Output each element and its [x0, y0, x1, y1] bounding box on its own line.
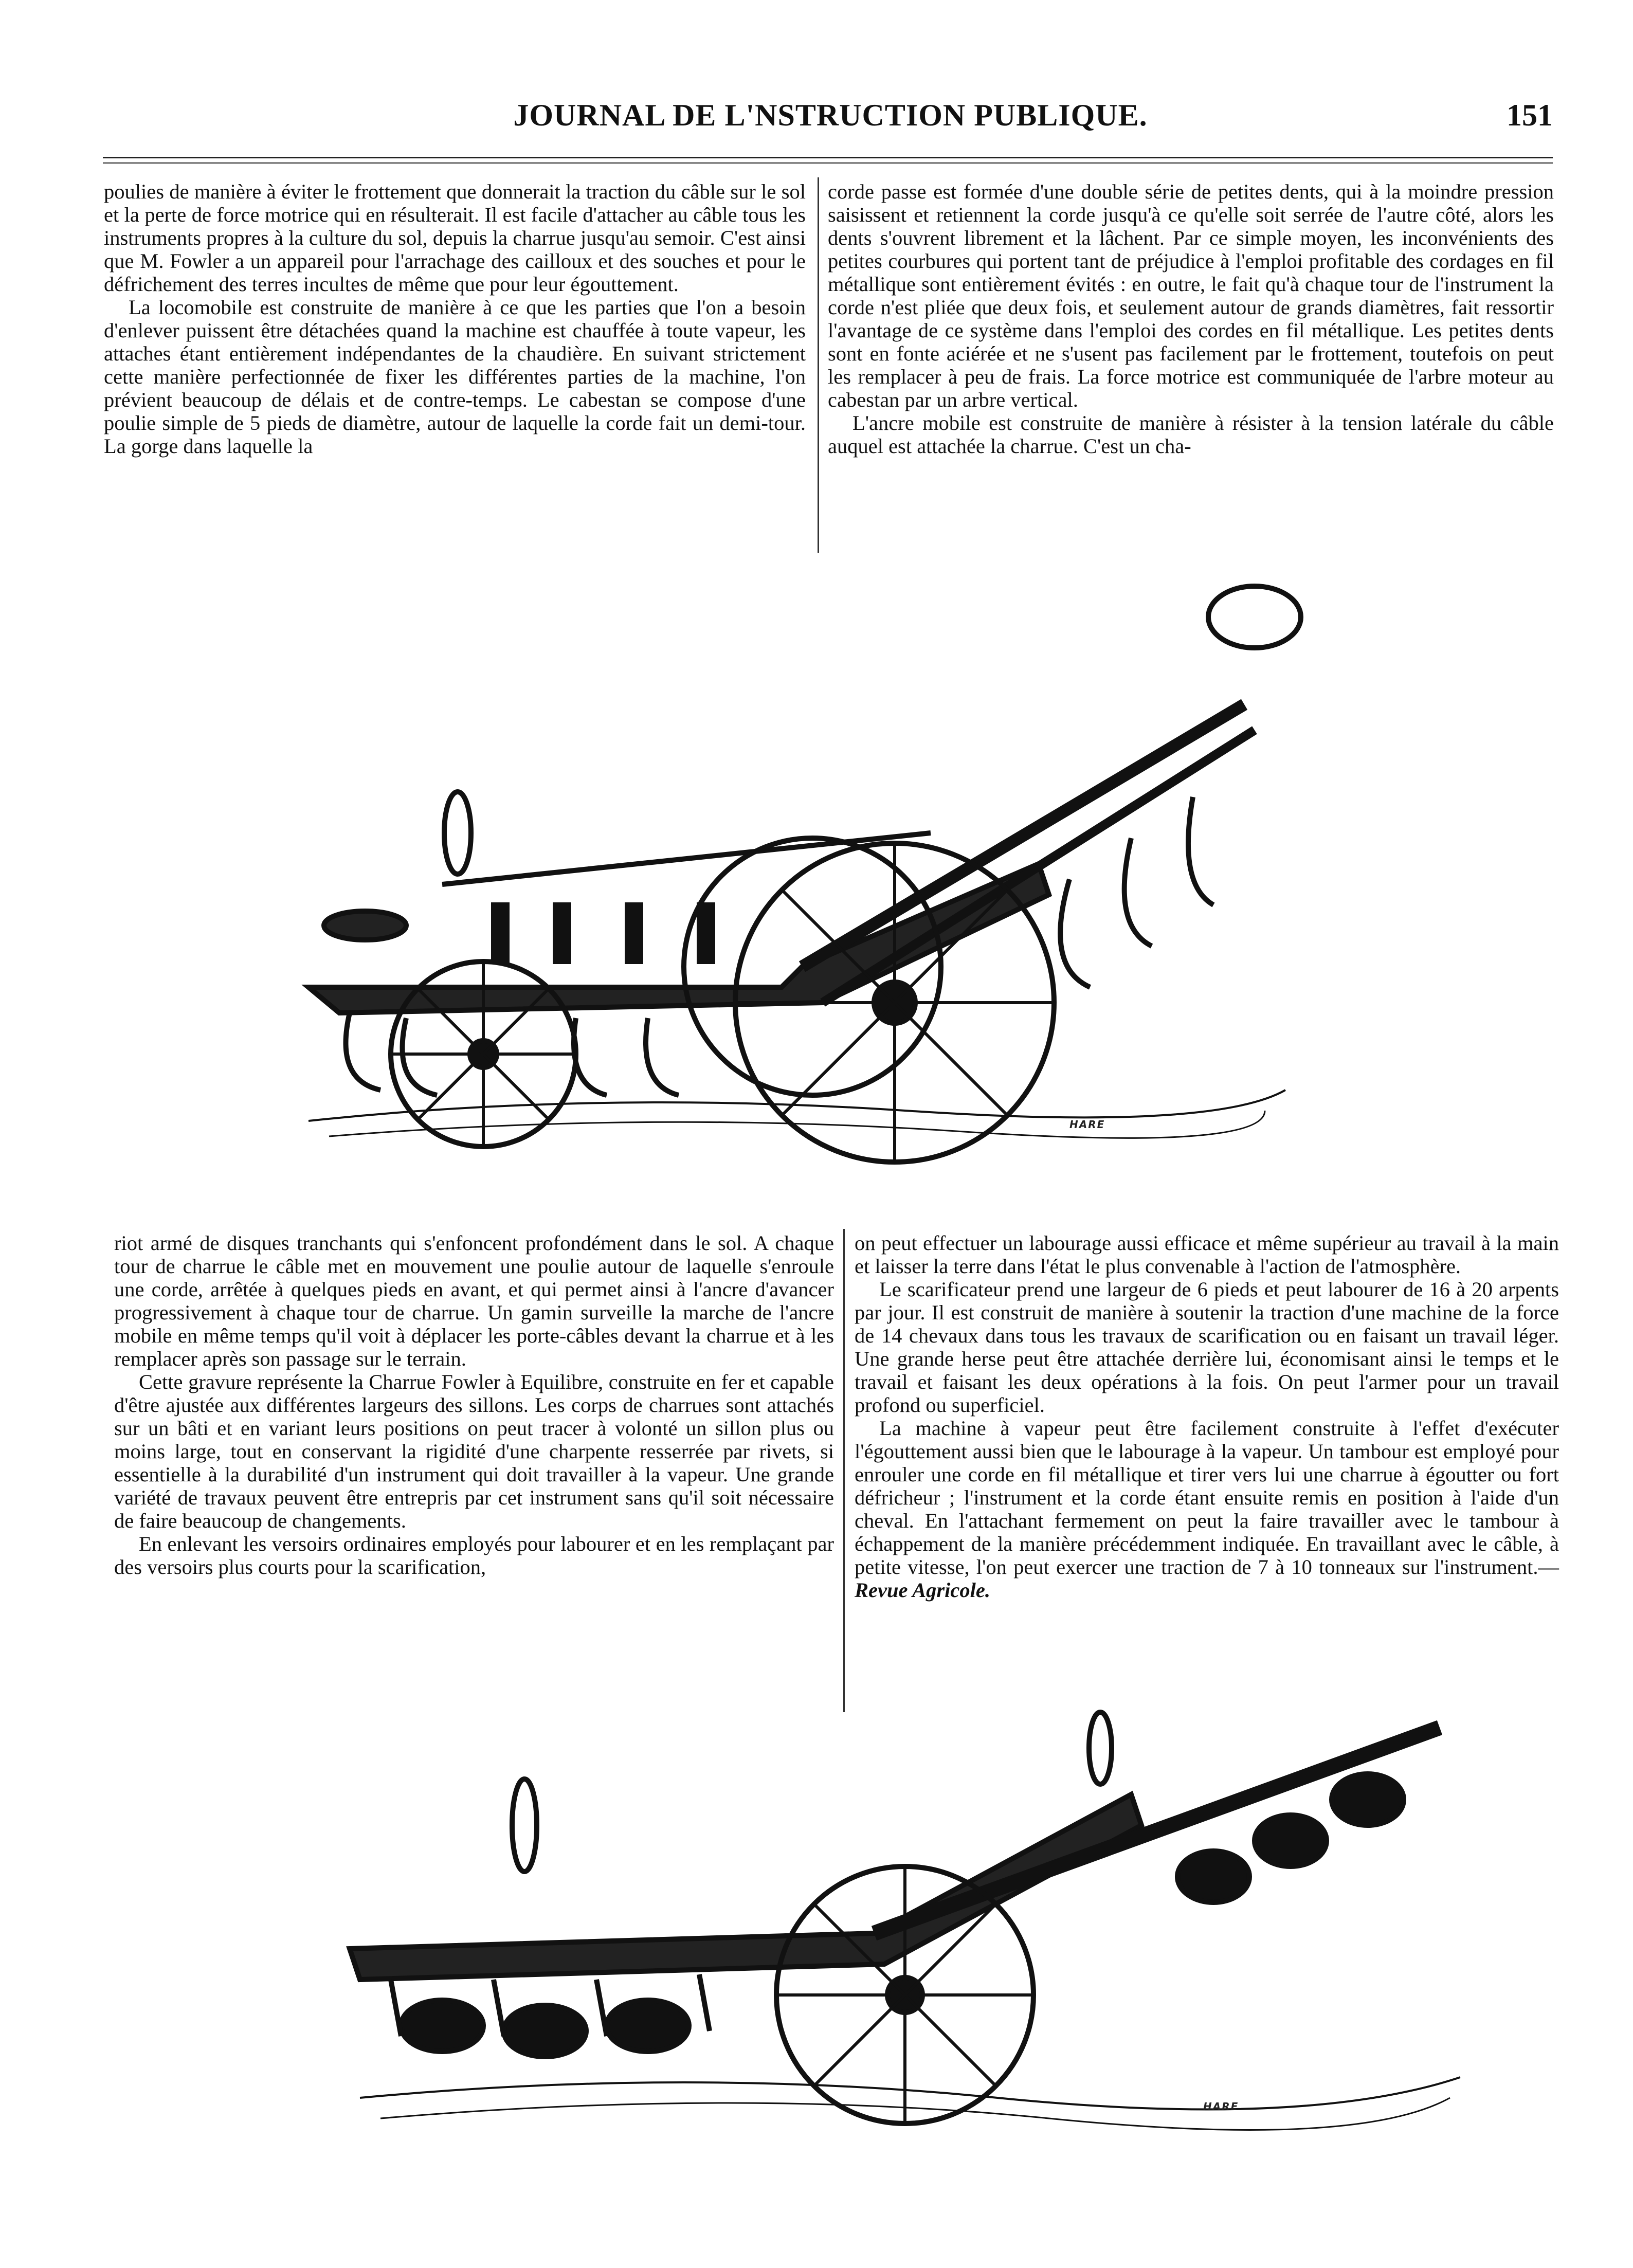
- paragraph: riot armé de disques tranchants qui s'enfoncent profondément dans le sol. A chaque tour de charrue le câble met en mouvement une poulie autour de laquelle s'enroule une corde, arrêtée à quelques pieds en avant, et qui permet ainsi à l'ancre d'avancer progressivement à chaque tour de charrue. Un gamin surveille la marche de l'ancre mobile en même temps qu'il voit à déplacer les porte-câbles devant la charrue et à les remplacer après son passage sur le terrain.: [114, 1231, 834, 1370]
- paragraph: corde passe est formée d'une double série de petites dents, qui à la moindre pression saisissent et retiennent la corde jusqu'à ce qu'elle soit serrée de l'autre côté, alors les dents s'ouvrent librement et la lâchent. Par ce simple moyen, les inconvénients des petites courbures qui portent tant de préjudice à l'emploi profitable des cordages en fil métallique sont entièrement évités : en outre, le fait qu'à chaque tour de l'instrument la corde n'est pliée que deux fois, et seulement autour de grands diamètres, fait ressortir l'avantage de ce système dans l'emploi des cordes en fil métallique. Les petites dents sont en fonte aciérée et ne s'usent pas facilement par le frottement, toutefois on peut les remplacer à peu de frais. La force motrice est communiquée de l'arbre moteur au cabestan par un arbre vertical.: [828, 180, 1554, 411]
- engraver-signature: HARE: [1069, 1118, 1105, 1131]
- journal-title: JOURNAL DE L'NSTRUCTION PUBLIQUE.: [513, 98, 1148, 132]
- paragraph-text: La machine à vapeur peut être facilement construite à l'effet d'exécuter l'égouttement aussi bien que le labourage à la vapeur. Un tambour est employé pour enrouler une corde en fil métallique et tirer vers lui une charrue à égoutter ou fort défricheur ; l'instrument et la corde étant ensuite remis en position à l'aide d'un cheval. En l'attachant fermement on peut la faire travailler avec le tambour à échappement de la manière précédemment indiquée. En travaillant avec le câble, à petite vitesse, l'on peut exercer une traction de 7 à 10 tonneaux sur l'instrument.—: [855, 1417, 1559, 1578]
- paragraph: Cette gravure représente la Charrue Fowler à Equilibre, construite en fer et capable d'être ajustée aux différentes largeurs des sillons. Les corps de charrues sont attachés sur un bâti et en variant leurs positions on peut tracer à volonté un sillon plus ou moins large, tout en conservant la rigidité d'une charpente resserrée par rivets, si essentielle à la durabilité d'un instrument qui doit travailler à la vapeur. Une grande variété de travaux peuvent être entrepris par cet instrument sans qu'il soit nécessaire de faire beaucoup de changements.: [114, 1370, 834, 1532]
- column-bottom-right: [855, 1231, 1559, 1602]
- engraver-signature: HARE: [1203, 2100, 1239, 2113]
- paragraph: [855, 1417, 1559, 1602]
- column-divider: [818, 177, 819, 553]
- page-number: 151: [1507, 98, 1553, 132]
- balance-plough-illustration: [329, 1707, 1501, 2170]
- paragraph: L'ancre mobile est construite de manière à résister à la tension latérale du câble auquel est attachée la charrue. C'est un cha-: [828, 411, 1554, 458]
- paragraph: on peut effectuer un labourage aussi efficace et même supérieur au travail à la main et laisser la terre dans l'état le plus convenable à l'action de l'atmosphère.: [855, 1231, 1559, 1278]
- header-rule-thin: [103, 162, 1553, 164]
- column-bottom-left: [114, 1231, 834, 1578]
- column-top-left: [104, 180, 806, 458]
- page-header: [103, 77, 1553, 159]
- balance-plough-engraving: [329, 1707, 1501, 2170]
- paragraph: poulies de manière à éviter le frottement que donnerait la traction du câble sur le sol et la perte de force motrice qui en résulterait. Il est facile d'attacher au câble tous les instruments propres à la culture du sol, depuis la charrue jusqu'au semoir. C'est ainsi que M. Fowler a un appareil pour l'arrachage des cailloux et des souches et pour le défrichement des terres incultes de même que pour leur égouttement.: [104, 180, 806, 296]
- header-rule: [103, 157, 1553, 158]
- paragraph: Le scarificateur prend une largeur de 6 pieds et peut labourer de 16 à 20 arpents par jour. Il est construit de manière à soutenir la traction d'une machine de la force de 14 chevaux dans tous les travaux de scarification ou en faisant un travail léger. Une grande herse peut être attachée derrière lui, économisant ainsi le temps et le travail et faisant les deux opérations à la fois. On peut l'armer pour un travail profond ou superficiel.: [855, 1278, 1559, 1417]
- paragraph: La locomobile est construite de manière à ce que les parties que l'on a besoin d'enlever puissent être détachées quand la machine est chauffée à toute vapeur, les attaches étant entièrement indépendantes de la chaudière. En suivant strictement cette manière perfectionnée de fixer les différentes parties de la machine, l'on prévient beaucoup de délais et de contre-temps. Le cabestan se compose d'une poulie simple de 5 pieds de diamètre, autour de laquelle la corde fait un demi-tour. La gorge dans laquelle la: [104, 296, 806, 458]
- paragraph: En enlevant les versoirs ordinaires employés pour labourer et en les remplaçant par des versoirs plus courts pour la scarification,: [114, 1532, 834, 1578]
- scarifier-illustration: [288, 576, 1316, 1183]
- column-top-right: [828, 180, 1554, 458]
- scarifier-engraving: [288, 576, 1316, 1183]
- source-citation: Revue Agricole.: [855, 1578, 990, 1602]
- column-divider: [843, 1229, 845, 1712]
